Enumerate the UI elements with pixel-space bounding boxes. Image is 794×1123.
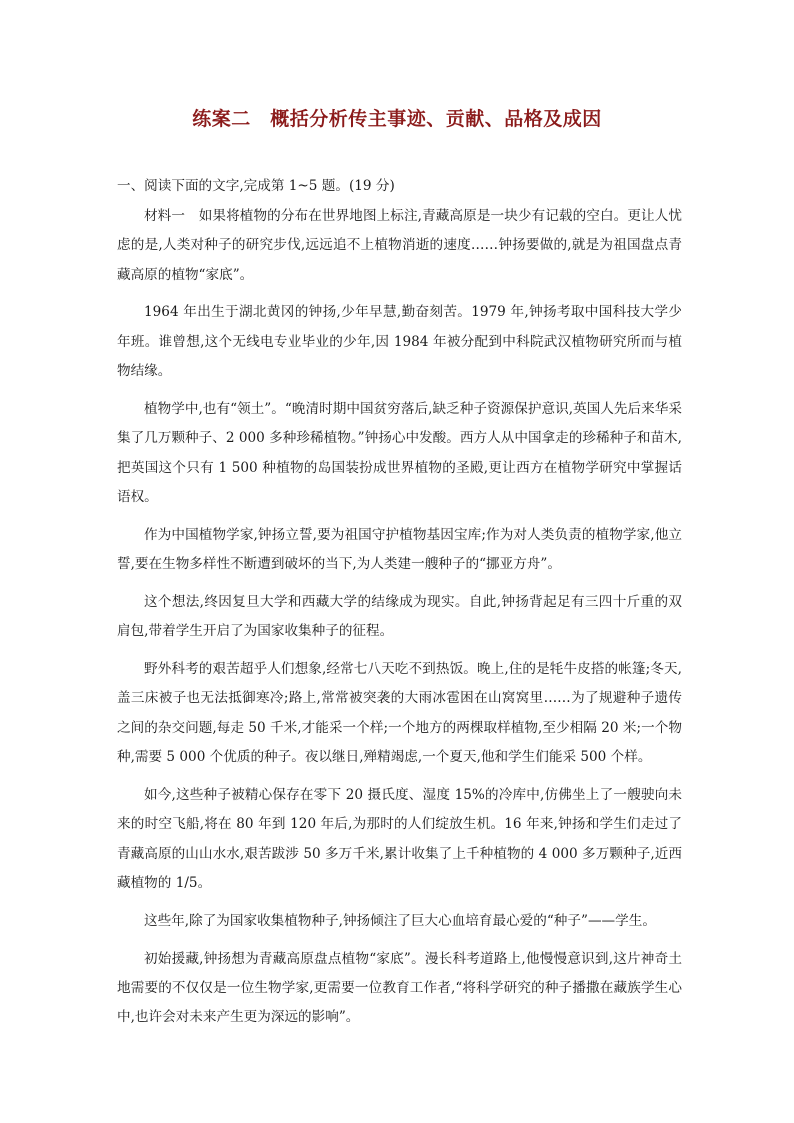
paragraph-6: 野外科考的艰苦超乎人们想象,经常七八天吃不到热饭。晚上,住的是牦牛皮搭的帐篷;冬天,盖三床被子也无法抵御寒冷;路上,常常被突袭的大雨冰雹困在山窝窝里……为了规避种子遗传之间的杂交问题,每走 50 千米,才能采一个样;一个地方的两棵取样植物,至少相隔 20 米;一个物种,需要 5 000 个优质的种子。夜以继日,殚精竭虑,一个夏天,他和学生们能采 500 个样。 — [117, 661, 682, 766]
paragraph-7: 如今,这些种子被精心保存在零下 20 摄氏度、湿度 15%的冷库中,仿佛坐上了一艘驶向未来的时空飞船,将在 80 年到 120 年后,为那时的人们绽放生机。16 年来,钟扬和学生们走过了青藏高原的山山水水,艰苦跋涉 50 多万千米,累计收集了上千种植物的 4 000 多万颗种子,近西藏植物的 1/5。 — [117, 786, 682, 891]
paragraph-3: 植物学中,也有“领土”。“晚清时期中国贫穷落后,缺乏种子资源保护意识,英国人先后来华采集了几万颗种子、2 000 多种珍稀植物。”钟扬心中发酸。西方人从中国拿走的珍稀种子和苗木,把英国这个只有 1 500 种植物的岛国装扮成世界植物的圣殿,更让西方在植物学研究中掌握话语权。 — [117, 400, 682, 505]
paragraph-5: 这个想法,终因复旦大学和西藏大学的结缘成为现实。自此,钟扬背起足有三四十斤重的双肩包,带着学生开启了为国家收集种子的征程。 — [117, 593, 682, 640]
paragraph-8: 这些年,除了为国家收集植物种子,钟扬倾注了巨大心血培育最心爱的“种子”——学生。 — [144, 912, 656, 929]
paragraph-4: 作为中国植物学家,钟扬立誓,要为祖国守护植物基因宝库;作为对人类负责的植物学家,他立誓,要在生物多样性不断遭到破坏的当下,为人类建一艘种子的“挪亚方舟”。 — [117, 526, 682, 573]
paragraph-2: 1964 年出生于湖北黄冈的钟扬,少年早慧,勤奋刻苦。1979 年,钟扬考取中国科技大学少年班。谁曾想,这个无线电专业毕业的少年,因 1984 年被分配到中科院武汉植物研究所而与植物结缘。 — [117, 304, 682, 380]
page-title: 练案二 概括分析传主事迹、贡献、品格及成因 — [192, 108, 602, 130]
paragraph-1: 材料一 如果将植物的分布在世界地图上标注,青藏高原是一块少有记载的空白。更让人忧虑的是,人类对种子的研究步伐,远远追不上植物消逝的速度……钟扬要做的,就是为祖国盘点青藏高原的植物“家底”。 — [117, 208, 682, 283]
question-heading: 一、阅读下面的文字,完成第 1~5 题。(19 分) — [117, 178, 395, 194]
reading-passage — [117, 202, 682, 1041]
paragraph-9: 初始援藏,钟扬想为青藏高原盘点植物“家底”。漫长科考道路上,他慢慢意识到,这片神奇土地需要的不仅仅是一位生物学家,更需要一位教育工作者,“将科学研究的种子播撒在藏族学生心中,也许会对未来产生更为深远的影响”。 — [117, 950, 682, 1026]
